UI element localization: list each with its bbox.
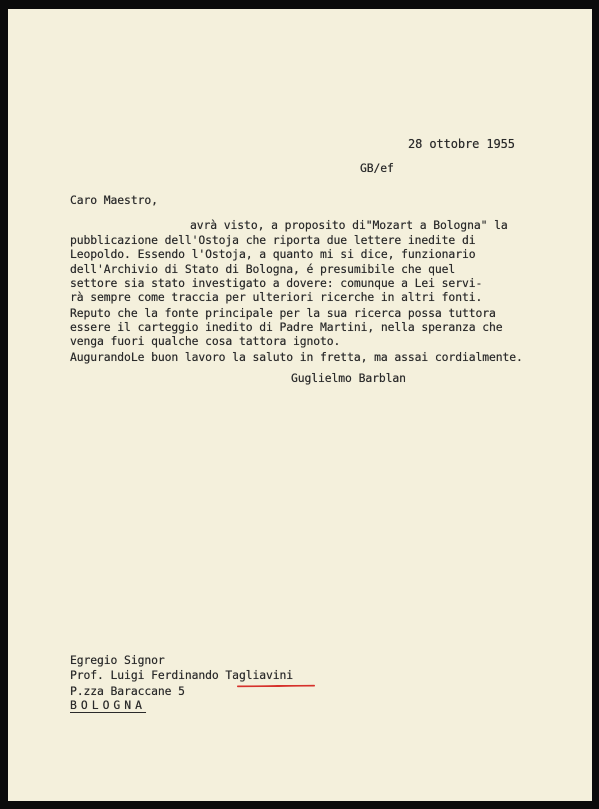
body-line: Reputo che la fonte principale per la sua ricerca possa tuttora	[70, 306, 496, 320]
body-line: venga fuori qualche cosa tattora ignoto.	[70, 334, 341, 348]
address-name: Prof. Luigi Ferdinando Tagliavini	[70, 668, 294, 682]
body-line: avrà visto, a proposito di"Mozart a Bologna" la	[190, 218, 508, 232]
salutation: Caro Maestro,	[70, 193, 158, 207]
address-line: Egregio Signor	[70, 653, 165, 667]
signature: Guglielmo Barblan	[291, 371, 406, 385]
reference-initials: GB/ef	[360, 161, 394, 175]
body-line: pubblicazione dell'Ostoja che riporta due lettere inedite di	[70, 233, 476, 247]
body-line: Leopoldo. Essendo l'Ostoja, a quanto mi si dice, funzionario	[70, 247, 476, 261]
address-street: P.zza Baraccane 5	[70, 684, 185, 698]
body-line: settore sia stato investigato a dovere: comunque a Lei servi-	[70, 276, 483, 290]
red-underline-mark	[237, 685, 315, 688]
body-line: rà sempre come traccia per ulteriori ricerche in altri fonti.	[70, 290, 483, 304]
letter-date: 28 ottobre 1955	[408, 137, 515, 151]
address-city: BOLOGNA	[70, 698, 147, 712]
letter-page	[8, 9, 592, 801]
body-line: essere il carteggio inedito di Padre Martini, nella speranza che	[70, 320, 503, 334]
body-line: dell'Archivio di Stato di Bologna, é presumibile che quel	[70, 262, 456, 276]
closing-line: AugurandoLe buon lavoro la saluto in fretta, ma assai cordialmente.	[70, 350, 523, 364]
